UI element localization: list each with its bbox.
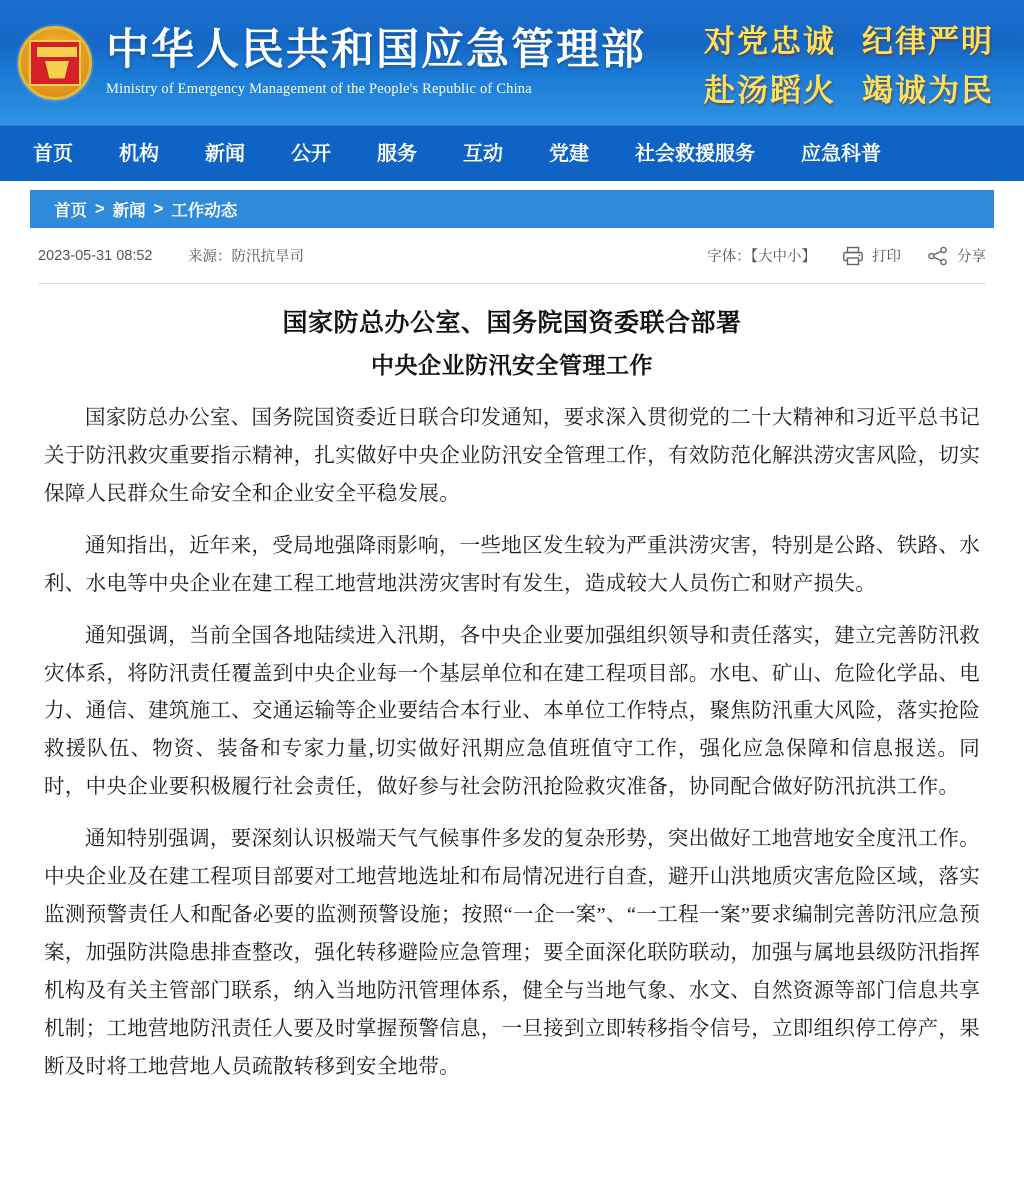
nav-item-social-rescue[interactable]: 社会救援服务 — [635, 142, 755, 165]
site-title-en: Ministry of Emergency Management of the People's Republic of China — [106, 81, 532, 98]
nav-item-home[interactable]: 首页 — [33, 142, 73, 165]
breadcrumb-item-current[interactable]: 工作动态 — [171, 202, 238, 220]
slogan-word-4: 竭诚为民 — [862, 72, 994, 108]
article-paragraph-2: 通知指出，近年来，受局地强降雨影响，一些地区发生较为严重洪涝灾害，特别是公路、铁路、水利、水电等中央企业在建工程工地营地洪涝灾害时有发生，造成较大人员伤亡和财产损失。 — [44, 534, 980, 595]
slogan-row-1 — [704, 16, 994, 61]
nav-item-interaction[interactable]: 互动 — [463, 142, 503, 165]
share-icon — [927, 246, 949, 266]
site-title-cn: 中华人民共和国应急管理部 — [106, 25, 646, 74]
nav-item-disclosure[interactable]: 公开 — [291, 142, 331, 165]
main-navigation[interactable] — [0, 125, 1024, 181]
breadcrumb-wrapper — [0, 181, 1024, 228]
slogan-word-1: 对党忠诚 — [704, 23, 836, 59]
nav-item-party-building[interactable]: 党建 — [549, 142, 589, 165]
article-headline: 国家防总办公室、国务院国资委联合部署 — [282, 310, 742, 337]
breadcrumb-separator-1: > — [95, 199, 105, 218]
breadcrumb-item-news[interactable]: 新闻 — [112, 202, 146, 220]
article-body — [0, 284, 1024, 1117]
site-masthead — [0, 0, 1024, 125]
article-paragraph-3: 通知强调，当前全国各地陆续进入汛期，各中央企业要加强组织领导和责任落实，建立完善防汛救灾体系，将防汛责任覆盖到中央企业每一个基层单位和在建工程项目部。水电、矿山、危险化学品、电力、通信、建筑施工、交通运输等企业要结合本行业、本单位工作特点，聚焦防汛重大风险，落实抢险救援队伍、物资、装备和专家力量,切实做好汛期应急值班值守工作，强化应急保障和信息报送。同时，中央企业要积极履行社会责任，做好参与社会防汛抢险救灾准备，协同配合做好防汛抗洪工作。 — [44, 624, 980, 799]
source-text — [188, 245, 304, 266]
article-subheadline: 中央企业防汛安全管理工作 — [371, 352, 653, 378]
printer-icon — [842, 246, 864, 266]
breadcrumb-separator-2: > — [153, 199, 164, 218]
nav-item-organization[interactable]: 机构 — [119, 142, 159, 165]
nav-item-services[interactable]: 服务 — [377, 142, 417, 165]
font-size-control[interactable]: 字体：【大中小】 — [707, 249, 816, 265]
print-button[interactable] — [842, 245, 901, 266]
nav-item-news[interactable]: 新闻 — [205, 142, 245, 165]
source-value: 防汛抗旱司 — [231, 249, 304, 265]
slogan-row-2 — [704, 65, 994, 110]
publish-date: 2023-05-31 08:52 — [38, 247, 153, 264]
share-label: 分享 — [957, 249, 986, 265]
breadcrumb — [30, 190, 994, 228]
share-button[interactable] — [927, 245, 986, 266]
slogan-word-3: 赴汤蹈火 — [704, 72, 836, 108]
article-meta-bar — [38, 228, 986, 284]
article-paragraph-1: 国家防总办公室、国务院国资委近日联合印发通知，要求深入贯彻党的二十大精神和习近平总书记关于防汛救灾重要指示精神，扎实做好中央企业防汛安全管理工作，有效防范化解洪涝灾害风险，切实保障人民群众生命安全和企业安全平稳发展。 — [44, 407, 980, 505]
print-label: 打印 — [872, 249, 901, 265]
breadcrumb-item-home[interactable]: 首页 — [54, 202, 87, 220]
site-title-block — [106, 27, 646, 98]
national-emblem-icon — [18, 26, 92, 100]
source-label: 来源： — [188, 249, 232, 265]
meta-actions — [707, 245, 986, 266]
slogan-word-2: 纪律严明 — [862, 23, 994, 59]
slogan-block — [704, 16, 1006, 110]
article-paragraph-4: 通知特别强调，要深刻认识极端天气气候事件多发的复杂形势，突出做好工地营地安全度汛工作。中央企业及在建工程项目部要对工地营地选址和布局情况进行自查，避开山洪地质灾害危险区域，落实监测预警责任人和配备必要的监测预警设施；按照“一企一案”、“一工程一案”要求编制完善防汛应急预案，加强防洪隐患排查整改，强化转移避险应急管理；要全面深化联防联动，加强与属地县级防汛指挥机构及有关主管部门联系，纳入当地防汛管理体系，健全与当地气象、水文、自然资源等部门信息共享机制；工地营地防汛责任人要及时掌握预警信息，一旦接到立即转移指令信号，立即组织停工停产，果断及时将工地营地人员疏散转移到安全地带。 — [44, 828, 980, 1078]
nav-item-emergency-science[interactable]: 应急科普 — [801, 142, 881, 165]
